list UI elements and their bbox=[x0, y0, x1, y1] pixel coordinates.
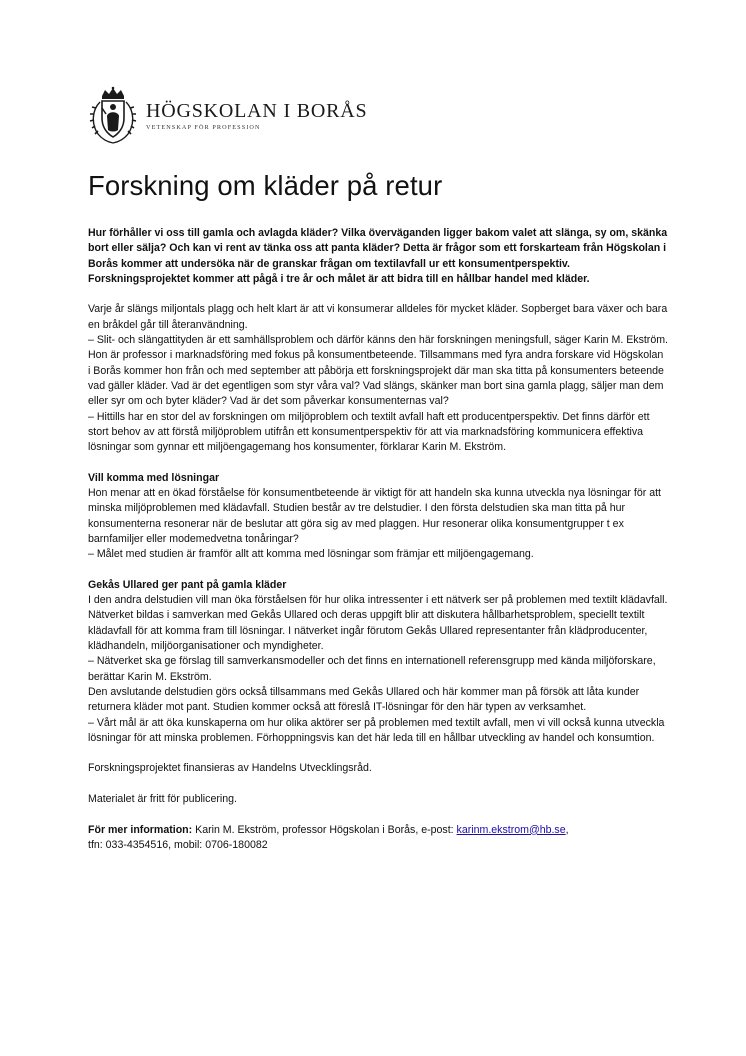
section-heading: Gekås Ullared ger pant på gamla kläder bbox=[88, 578, 287, 591]
paragraph-line: – Slit- och slängattityden är ett samhällsproblem och därför känns den här forskningen meningsfull, säger Karin M. Ekström. bbox=[88, 334, 668, 347]
paragraph-line: – Nätverket ska ge förslag till samverkansmodeller och det finns en internationell referensgrupp med kända miljöforskare, berättar Karin M. Ekström. bbox=[88, 655, 656, 683]
section-gekas bbox=[88, 578, 668, 746]
paragraph-line: I den andra delstudien vill man öka förståelsen för hur olika intressenter i ett nätverk ser på problemen med textilt klädavfall. Nätverket bildas i samverkan med Gekås Ullared och deras uppgift blir att diskutera hållbarhetsproblem, speciellt textilt klädavfall för att komma fram till lösningar. I nätverket ingår förutom Gekås Ullared representanter från klädproducenter, klädhandeln, miljöorganisationer och myndigheter. bbox=[88, 594, 668, 653]
paragraph-line: Hon är professor i marknadsföring med fokus på konsumentbeteende. Tillsammans med fyra andra forskare vid Högskolan i Borås kommer hon från och med september att påbörja ett forskningsprojekt där man ska titta på konsumenters beteende vad gäller kläder. Vad är det egentligen som styr våra val? Vad slängs, skänker man bort sina gamla plagg, säljer man dem eller syr om och byter kläder? Vad är det som påverkar konsumenternas val? bbox=[88, 349, 664, 408]
paragraph-line: Hon menar att en ökad förståelse för konsumentbeteende är viktigt för att handeln ska kunna utveckla nya lösningar för att minska miljöproblemen med klädavfall. Studien består av tre delstudier. I den första delstudien ska man titta på hur konsumenterna resonerar när de beslutar att göra sig av med plaggen. Hur resonerar olika konsumentgrupper t ex barnfamiljer eller modemedvetna tonåringar? bbox=[88, 487, 661, 545]
funding-note: Forskningsprojektet finansieras av Handelns Utvecklingsråd. bbox=[88, 762, 372, 775]
paragraph-line: Den avslutande delstudien görs också tillsammans med Gekås Ullared och här kommer man på försök att låta kunder returnera kläder mot pant. Studien kommer också att föreslå IT-lösningar för den här typen av verksamhet. bbox=[88, 685, 640, 714]
lead-paragraph: Hur förhåller vi oss till gamla och avlagda kläder? Vilka överväganden ligger bakom valet att slänga, sy om, skänka bort eller sälja? Och kan vi rent av tänka oss att panta kläder? Detta är frågor som ett forskarteam från Högskolan i Borås kommer att undersöka när de granskar frågan om textilavfall ur ett konsumentperspektiv. Forskningsprojektet kommer att pågå i tre år och målet är att bidra till en hållbar handel med kläder. bbox=[88, 227, 668, 285]
contact-text: Karin M. Ekström, professor Högskolan i Borås, e-post: bbox=[192, 823, 457, 836]
contact-comma: , bbox=[565, 823, 569, 836]
paragraph-line: – Målet med studien är framför allt att komma med lösningar som främjar ett miljöengagemang. bbox=[88, 548, 534, 561]
document-title: Forskning om kläder på retur bbox=[88, 170, 443, 201]
contact-info bbox=[88, 823, 668, 854]
crowned-shield-crest-icon bbox=[88, 86, 138, 144]
section-heading: Vill komma med lösningar bbox=[88, 471, 220, 484]
logo-tagline: VETENSKAP FÖR PROFESSION bbox=[146, 123, 261, 131]
paragraph-line: Varje år slängs miljontals plagg och helt klart är att vi konsumerar alldeles för mycket kläder. Sopberget bara växer och bara en bråkdel går till återanvändning. bbox=[88, 303, 668, 331]
contact-email-link[interactable]: karinm.ekstrom@hb.se bbox=[456, 823, 566, 836]
document-body bbox=[88, 226, 668, 868]
university-logo bbox=[88, 86, 367, 144]
paragraph-line: – Hittills har en stor del av forskningen om miljöproblem och textilt avfall haft ett producentperspektiv. Det finns därför ett stort behov av att förstå miljöproblem utifrån ett konsumentperspektiv för att via marknadsföring kommunicera effektiva lösningar som gynnar ett miljöengagemang hos konsumenter, förklarar Karin M. Ekström. bbox=[88, 410, 650, 454]
contact-label: För mer information: bbox=[88, 823, 193, 836]
section-solutions bbox=[88, 471, 668, 563]
paragraph-line: – Vårt mål är att öka kunskaperna om hur olika aktörer ser på problemen med textilt avfall, men vi vill också kunna utveckla lösningar för att minska problemen. Förhoppningsvis kan det här leda till en hållbar utveckling av handel och konsumtion. bbox=[88, 716, 665, 744]
logo-name: HÖGSKOLAN I BORÅS bbox=[146, 99, 368, 122]
contact-phones: tfn: 033-4354516, mobil: 0706-180082 bbox=[88, 838, 268, 851]
publishing-note: Materialet är fritt för publicering. bbox=[88, 792, 237, 805]
section-intro bbox=[88, 302, 668, 455]
